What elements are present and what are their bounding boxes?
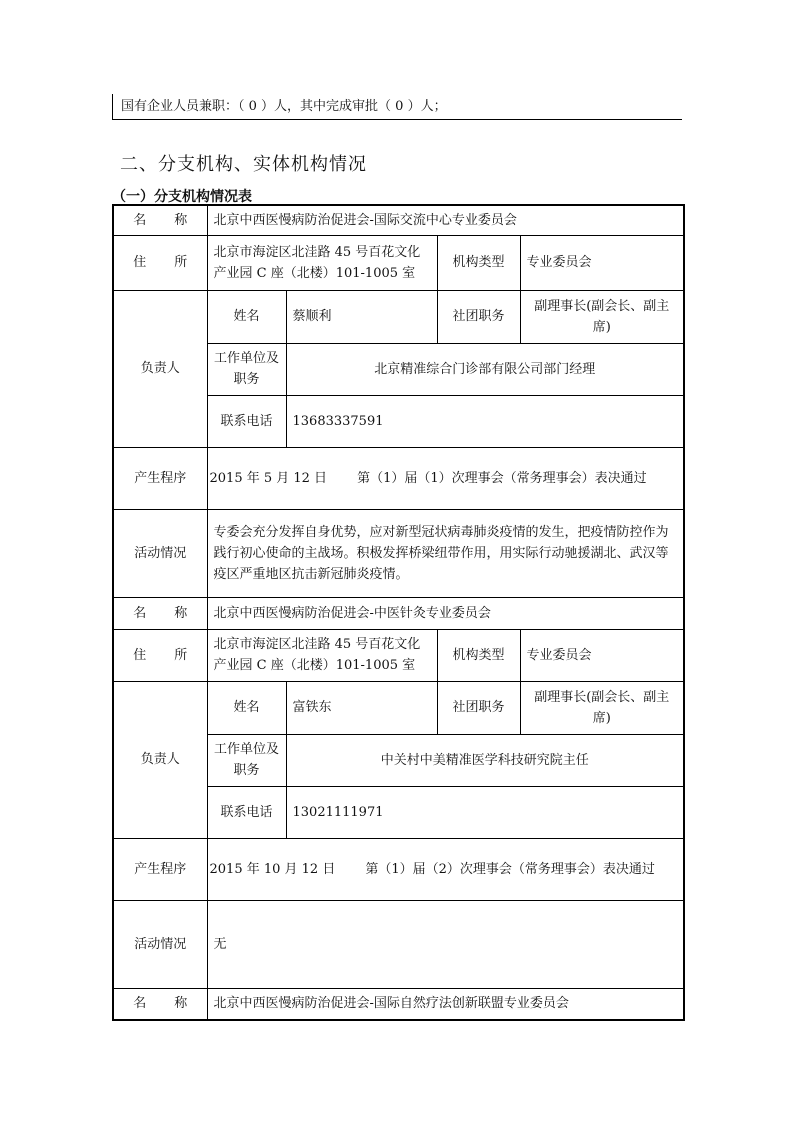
activity-value: 无 bbox=[207, 900, 684, 988]
responsible-label: 负责人 bbox=[113, 290, 207, 447]
section-title: 二、分支机构、实体机构情况 bbox=[120, 154, 367, 175]
procedure-text: 第（1）届（1）次理事会（常务理事会）表决通过 bbox=[357, 470, 647, 486]
position-label: 社团职务 bbox=[437, 681, 520, 734]
procedure-value bbox=[207, 447, 684, 509]
table-row bbox=[113, 509, 684, 597]
phone-label: 联系电话 bbox=[207, 395, 286, 447]
procedure-label: 产生程序 bbox=[113, 447, 207, 509]
procedure-date: 2015 年 10 月 12 日 bbox=[209, 861, 336, 877]
procedure-label: 产生程序 bbox=[113, 838, 207, 900]
procedure-value bbox=[207, 838, 684, 900]
table-row bbox=[113, 988, 684, 1020]
name-label: 名 称 bbox=[113, 597, 207, 629]
name-label: 名 称 bbox=[113, 988, 207, 1020]
phone-label: 联系电话 bbox=[207, 786, 286, 838]
person-name-label: 姓名 bbox=[207, 290, 286, 343]
workplace-value: 北京精准综合门诊部有限公司部门经理 bbox=[286, 343, 684, 395]
table-row bbox=[113, 900, 684, 988]
person-name: 富铁东 bbox=[286, 681, 437, 734]
table-row bbox=[113, 290, 684, 343]
workplace-label: 工作单位及职务 bbox=[207, 734, 286, 786]
position-value: 副理事长(副会长、副主席) bbox=[520, 681, 684, 734]
table-row bbox=[113, 597, 684, 629]
phone-value: 13683337591 bbox=[286, 395, 684, 447]
person-name: 蔡顺利 bbox=[286, 290, 437, 343]
responsible-label: 负责人 bbox=[113, 681, 207, 838]
workplace-value: 中关村中美精准医学科技研究院主任 bbox=[286, 734, 684, 786]
activity-value: 专委会充分发挥自身优势，应对新型冠状病毒肺炎疫情的发生，把疫情防控作为践行初心使命的主战场。积极发挥桥梁纽带作用，用实际行动驰援湖北、武汉等疫区严重地区抗击新冠肺炎疫情。 bbox=[207, 509, 684, 597]
table-row bbox=[113, 205, 684, 235]
branch-table bbox=[112, 204, 685, 1021]
top-line-statement: 国有企业人员兼职：（ 0 ）人，其中完成审批（ 0 ）人； bbox=[112, 94, 682, 120]
position-value: 副理事长(副会长、副主席) bbox=[520, 290, 684, 343]
table-row bbox=[113, 681, 684, 734]
branch-address: 北京市海淀区北洼路 45 号百花文化产业园 C 座（北楼）101-1005 室 bbox=[207, 629, 437, 681]
address-label: 住 所 bbox=[113, 629, 207, 681]
name-label: 名 称 bbox=[113, 205, 207, 235]
procedure-text: 第（1）届（2）次理事会（常务理事会）表决通过 bbox=[365, 861, 655, 877]
activity-label: 活动情况 bbox=[113, 900, 207, 988]
address-label: 住 所 bbox=[113, 235, 207, 290]
activity-label: 活动情况 bbox=[113, 509, 207, 597]
branch-name: 北京中西医慢病防治促进会-国际交流中心专业委员会 bbox=[207, 205, 684, 235]
org-type-label: 机构类型 bbox=[437, 629, 520, 681]
table-row bbox=[113, 447, 684, 509]
org-type-value: 专业委员会 bbox=[520, 235, 684, 290]
sub-title: （一）分支机构情况表 bbox=[112, 189, 252, 205]
table-row bbox=[113, 235, 684, 290]
table-row bbox=[113, 838, 684, 900]
person-name-label: 姓名 bbox=[207, 681, 286, 734]
org-type-label: 机构类型 bbox=[437, 235, 520, 290]
workplace-label: 工作单位及职务 bbox=[207, 343, 286, 395]
branch-address: 北京市海淀区北洼路 45 号百花文化产业园 C 座（北楼）101-1005 室 bbox=[207, 235, 437, 290]
procedure-date: 2015 年 5 月 12 日 bbox=[209, 470, 328, 486]
org-type-value: 专业委员会 bbox=[520, 629, 684, 681]
branch-name: 北京中西医慢病防治促进会-中医针灸专业委员会 bbox=[207, 597, 684, 629]
position-label: 社团职务 bbox=[437, 290, 520, 343]
branch-name: 北京中西医慢病防治促进会-国际自然疗法创新联盟专业委员会 bbox=[207, 988, 684, 1020]
phone-value: 13021111971 bbox=[286, 786, 684, 838]
table-row bbox=[113, 629, 684, 681]
